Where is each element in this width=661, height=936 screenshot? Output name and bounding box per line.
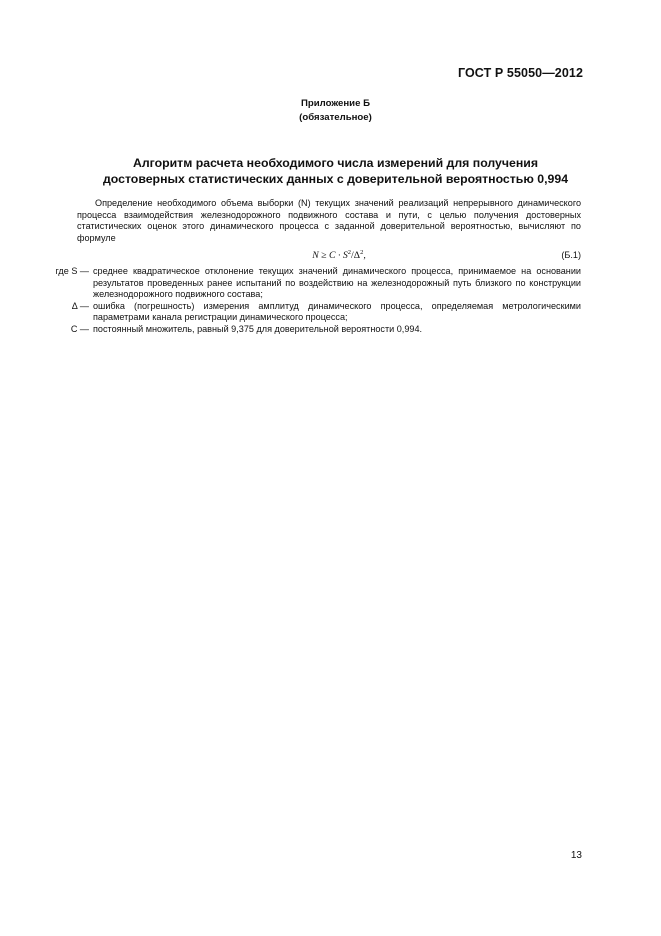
page-number: 13	[570, 850, 582, 861]
intro-paragraph-text: Определение необходимого объема выборки (N) текущих значений реализаций непрерывного динамического процесса взаимодействия железнодорожного подвижного состава и пути, с целью получения достоверных статистических оценок этого динамического процесса с заданной доверительной вероятностью, вычисляют по формуле	[77, 198, 581, 243]
formula-exponent-1: 2	[347, 249, 352, 256]
formula-exponent-2: 2	[360, 249, 364, 256]
definition-item	[44, 266, 581, 301]
section-title	[0, 155, 661, 187]
intro-paragraph	[77, 198, 581, 244]
definition-item	[44, 324, 581, 336]
title-line-1: Алгоритм расчета необходимого числа измерений для получения	[132, 156, 539, 170]
definition-symbol: Δ —	[71, 300, 89, 311]
formula-row	[77, 249, 581, 263]
formula-tail: ,	[363, 250, 366, 261]
definition-text: среднее квадратическое отклонение текущих значений динамического процесса, принимаемое на основании результатов проведенных ранее испытаний по воздействию на железнодорожный путь близкого по конструкции железнодорожного подвижного состава;	[93, 266, 581, 300]
definition-text: ошибка (погрешность) измерения амплитуд динамического процесса, определяемая метрологическими параметрами канала регистрации динамического процесса;	[93, 300, 581, 323]
formula-mid: /Δ	[351, 250, 361, 261]
annex-status: (обязательное)	[299, 112, 372, 123]
document-code: ГОСТ Р 55050—2012	[457, 66, 583, 80]
definition-symbol: где S —	[55, 266, 89, 276]
definition-item	[44, 301, 581, 324]
formula-number: (Б.1)	[561, 250, 581, 260]
annex-label: Приложение Б	[301, 98, 370, 109]
title-line-2: достоверных статистических данных с доверительной вероятностью 0,994	[102, 172, 569, 186]
formula	[77, 249, 591, 261]
definition-text: постоянный множитель, равный 9,375 для доверительной вероятности 0,994.	[93, 323, 423, 334]
formula-lhs: N ≥ C · S	[312, 250, 348, 261]
annex-heading	[0, 97, 661, 125]
definitions-list	[44, 266, 581, 336]
definition-symbol: C —	[70, 323, 89, 334]
